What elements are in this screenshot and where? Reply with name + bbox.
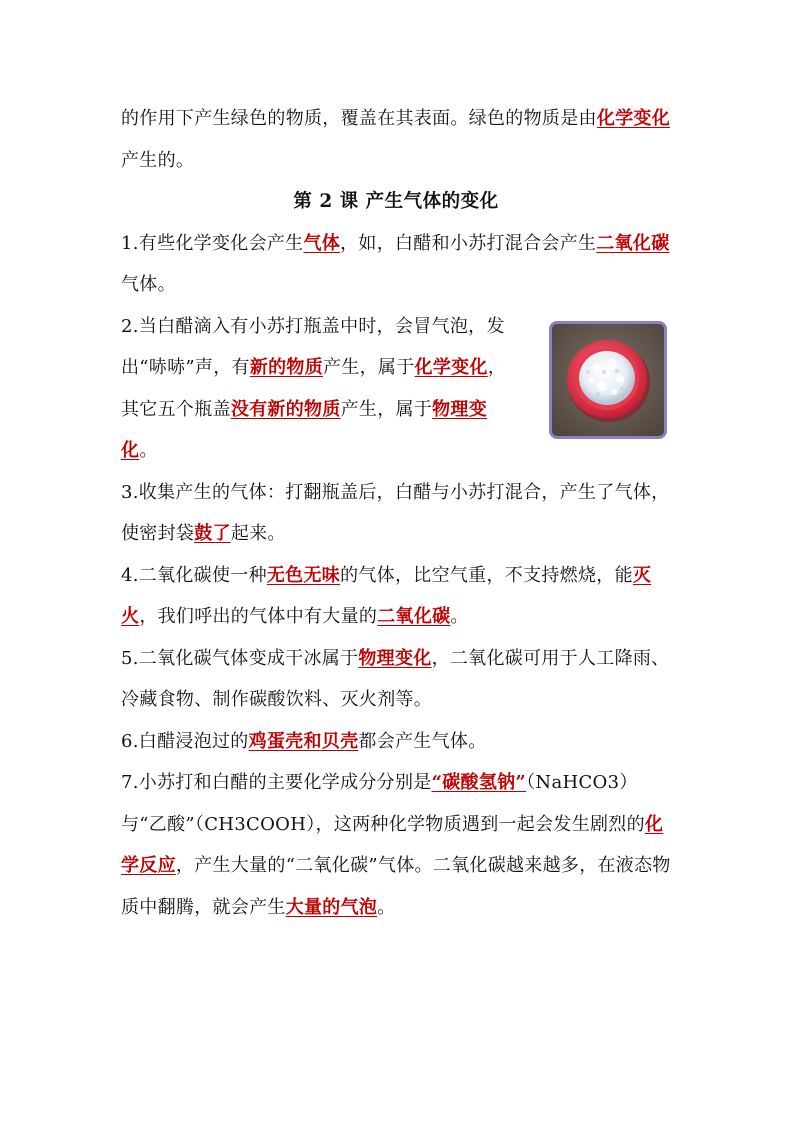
p4-text-2: 的气体，比空气重，不支持燃烧，能 [340,564,633,586]
paragraph-7 [121,762,671,928]
p7-highlight-3: 大量的气泡 [285,896,378,918]
p4-highlight-3: 二氧化碳 [377,606,451,627]
p6-text-1: 6.白醋浸泡过的 [121,730,249,752]
bottle-cap-with-baking-soda-icon [552,324,664,436]
intro-text-2: 产生的。 [121,149,195,171]
p7-highlight-1: “碳酸氢钠” [431,772,527,793]
p2-text-3: ，其它五个瓶盖 [121,357,507,420]
paragraph-3 [121,472,671,555]
p6-highlight-1: 鸡蛋壳和贝壳 [248,730,359,752]
p6-text-2: 都会产生气体。 [358,730,487,752]
p3-text-2: 起来。 [230,523,286,544]
p1-text-2: ，如，白醋和小苏打混合会产生 [340,232,597,254]
p2-text-1: 2.当白醋滴入有小苏打瓶盖中时，会冒气泡，发出“哧哧”声，有 [121,315,505,378]
paragraph-4 [121,555,671,638]
p7-text-4: 。 [377,896,396,918]
paragraph-5 [121,638,671,721]
p2-highlight-4: 物理变化 [121,398,488,461]
p2-highlight-3: 没有新的物质 [230,398,341,420]
p3-highlight-1: 鼓了 [194,523,231,544]
intro-text-1: 的作用下产生绿色的物质，覆盖在其表面。绿色的物质是由 [121,108,597,129]
p1-highlight-2: 二氧化碳 [596,232,670,254]
p2-text-4: 产生，属于 [340,398,433,420]
p4-highlight-2: 灭火 [121,564,652,627]
p3-text-1: 3.收集产生的气体：打翻瓶盖后，白醋与小苏打混合，产生了气体，使密封袋 [121,481,670,544]
p7-text-2: （NaHCO3）与“乙酸”（CH3COOH），这两种化学物质遇到一起会发生剧烈的 [121,772,645,835]
p4-text-3: ，我们呼出的气体中有大量的 [139,606,378,627]
bottle-cap-photo [549,321,667,439]
paragraph-2 [121,306,521,472]
p2-highlight-1: 新的物质 [249,357,324,378]
p4-text-4: 。 [450,606,469,627]
p2-text-5: 。 [139,440,158,461]
p2-highlight-2: 化学变化 [414,357,488,378]
p7-text-3: ，产生大量的“二氧化碳”气体。二氧化碳越来越多，在液态物质中翻腾，就会产生 [121,855,671,918]
paragraph-1 [121,223,671,306]
intro-highlight-1: 化学变化 [596,108,671,129]
p2-text-2: 产生，属于 [323,357,415,378]
p4-highlight-1: 无色无味 [266,564,341,586]
p5-highlight-1: 物理变化 [358,647,432,669]
p4-text-1: 4.二氧化碳使一种 [121,564,267,586]
intro-paragraph [121,98,671,181]
p5-text-2: ，二氧化碳可用于人工降雨、冷藏食物、制作碳酸饮料、灭火剂等。 [121,647,670,710]
lesson-title: 第 2 课 产生气体的变化 [293,191,499,212]
document-page [121,98,671,928]
p1-highlight-1: 气体 [303,232,341,254]
p1-text-3: 气体。 [121,274,176,295]
p7-highlight-2: 化学反应 [121,813,664,876]
paragraph-6 [121,721,671,763]
p5-text-1: 5.二氧化碳气体变成干冰属于 [121,647,359,669]
p7-text-1: 7.小苏打和白醋的主要化学成分分别是 [121,772,432,793]
p1-text-1: 1.有些化学变化会产生 [121,232,304,254]
